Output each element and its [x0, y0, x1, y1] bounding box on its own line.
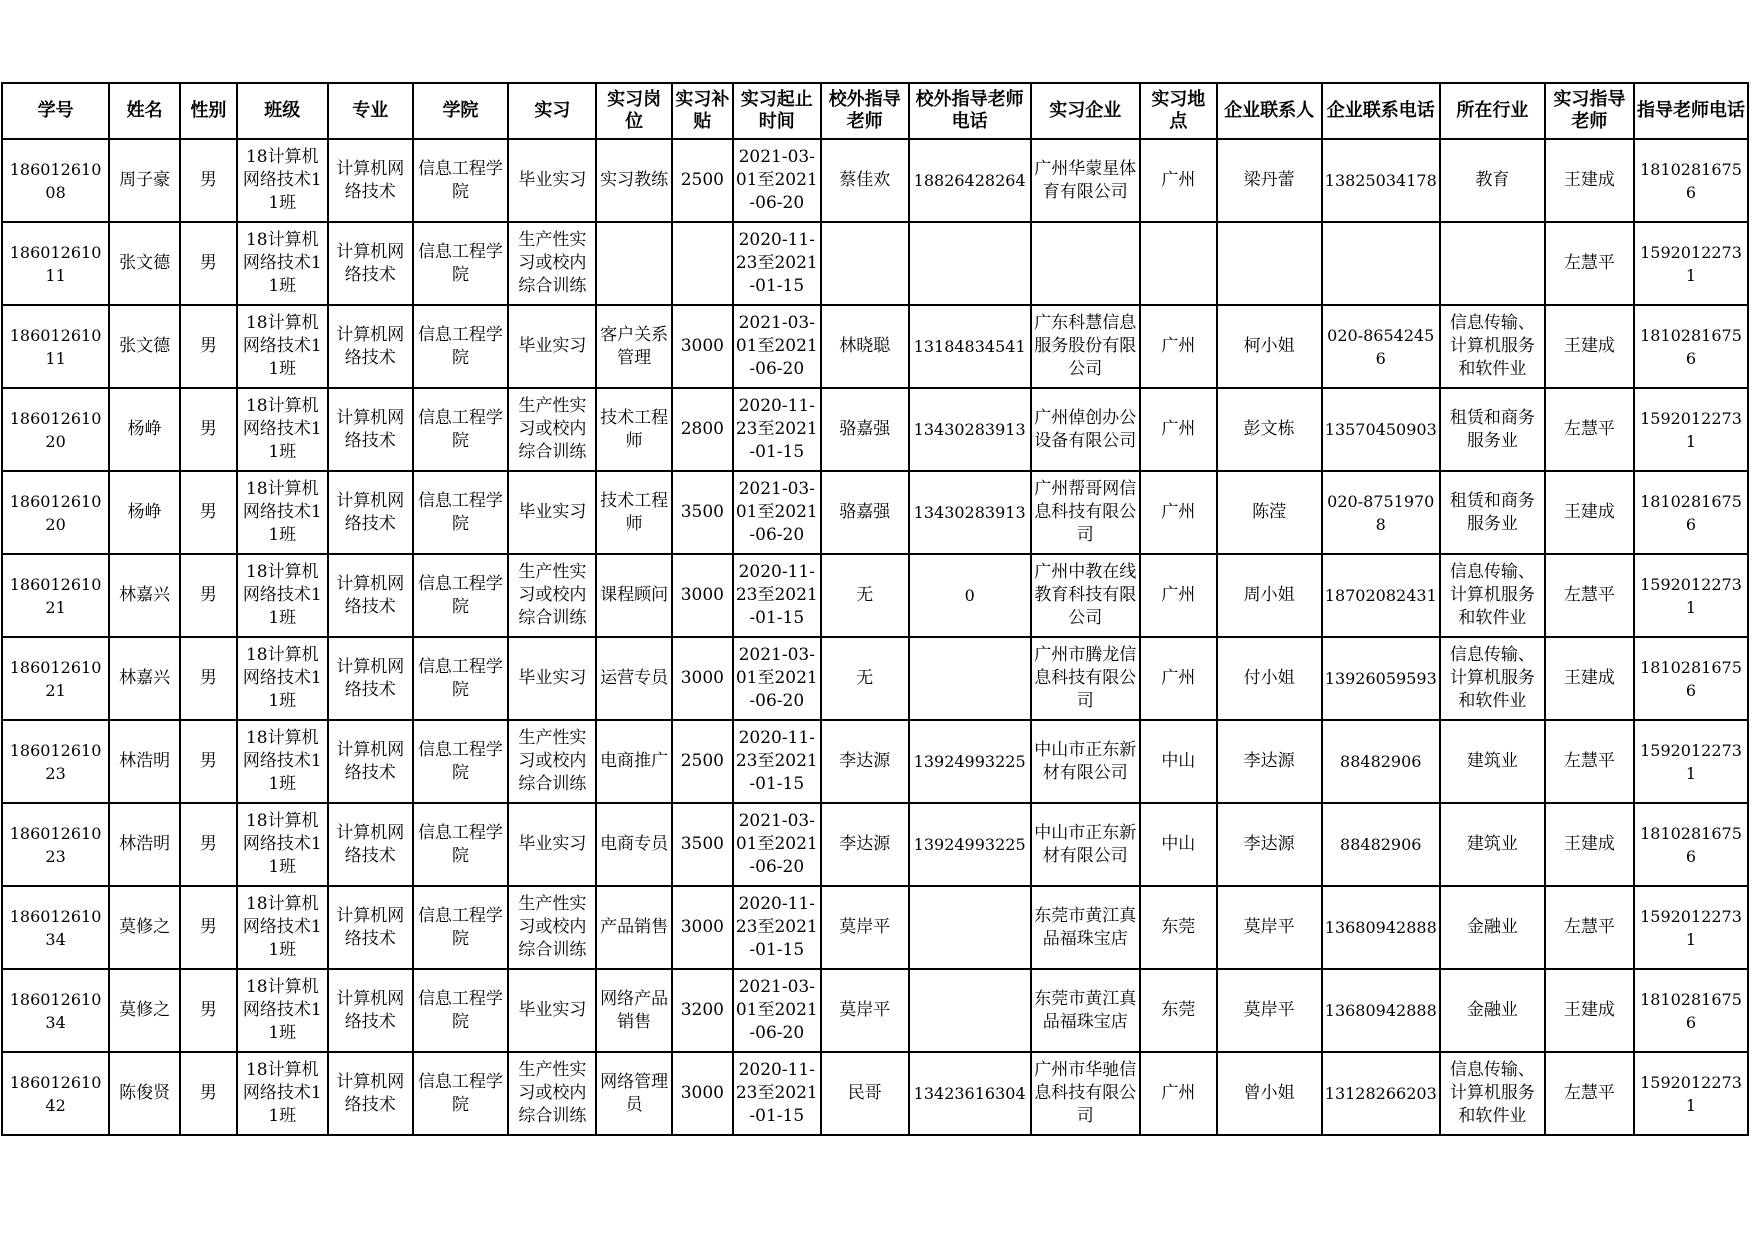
- class-cell: 18计算机网络技术11班: [237, 222, 328, 305]
- company-phone-cell: 13680942888: [1322, 886, 1440, 969]
- mentor-cell: 王建成: [1545, 305, 1634, 388]
- industry-cell: 信息传输、计算机服务和软件业: [1440, 305, 1545, 388]
- internship-type-cell: 毕业实习: [508, 305, 596, 388]
- mentor-cell: 左慧平: [1545, 554, 1634, 637]
- period-cell: 2021-03-01至2021-06-20: [733, 637, 821, 720]
- table-row: [2, 803, 1748, 886]
- college-cell: 信息工程学院: [413, 637, 509, 720]
- class-cell: 18计算机网络技术11班: [237, 388, 328, 471]
- company-phone-cell: 18702082431: [1322, 554, 1440, 637]
- internship-type-cell: 毕业实习: [508, 139, 596, 222]
- mentor-phone-cell: 15920122731: [1634, 720, 1748, 803]
- location-cell: 广州: [1140, 471, 1217, 554]
- major-cell: 计算机网络技术: [328, 1052, 413, 1135]
- external-mentor-cell: 莫岸平: [821, 969, 909, 1052]
- table-row: [2, 1052, 1748, 1135]
- location-cell: 广州: [1140, 139, 1217, 222]
- name-cell: 杨峥: [109, 388, 180, 471]
- table-row: [2, 886, 1748, 969]
- college-cell: 信息工程学院: [413, 222, 509, 305]
- mentor-cell: 左慧平: [1545, 1052, 1634, 1135]
- table-row: [2, 305, 1748, 388]
- subsidy-cell: 3000: [672, 637, 733, 720]
- company-phone-cell: 88482906: [1322, 803, 1440, 886]
- student-id-cell: 18601261021: [2, 554, 109, 637]
- external-mentor-phone-cell: 13924993225: [909, 720, 1031, 803]
- period-cell: 2020-11-23至2021-01-15: [733, 554, 821, 637]
- external-mentor-phone-cell: 13184834541: [909, 305, 1031, 388]
- industry-cell: 信息传输、计算机服务和软件业: [1440, 554, 1545, 637]
- student-id-cell: 18601261020: [2, 471, 109, 554]
- table-row: [2, 471, 1748, 554]
- student-id-cell: 18601261023: [2, 720, 109, 803]
- major-cell: 计算机网络技术: [328, 388, 413, 471]
- company-cell: [1031, 222, 1140, 305]
- major-cell: 计算机网络技术: [328, 554, 413, 637]
- position-cell: [596, 222, 672, 305]
- external-mentor-cell: 林晓聪: [821, 305, 909, 388]
- mentor-cell: 左慧平: [1545, 720, 1634, 803]
- company-phone-cell: 13825034178: [1322, 139, 1440, 222]
- company-cell: 广州华蒙星体育有限公司: [1031, 139, 1140, 222]
- major-cell: 计算机网络技术: [328, 305, 413, 388]
- internship-type-cell: 生产性实习或校内综合训练: [508, 554, 596, 637]
- industry-cell: 租赁和商务服务业: [1440, 471, 1545, 554]
- external-mentor-cell: 无: [821, 637, 909, 720]
- external-mentor-phone-cell: 13924993225: [909, 803, 1031, 886]
- header-cell: 姓名: [109, 83, 180, 139]
- company-cell: 广州中教在线教育科技有限公司: [1031, 554, 1140, 637]
- gender-cell: 男: [180, 471, 236, 554]
- location-cell: 广州: [1140, 637, 1217, 720]
- external-mentor-cell: [821, 222, 909, 305]
- student-id-cell: 18601261034: [2, 969, 109, 1052]
- header-cell: 校外指导老师: [821, 83, 909, 139]
- subsidy-cell: 3000: [672, 305, 733, 388]
- external-mentor-cell: 蔡佳欢: [821, 139, 909, 222]
- gender-cell: 男: [180, 139, 236, 222]
- table-row: [2, 720, 1748, 803]
- company-contact-cell: 周小姐: [1217, 554, 1322, 637]
- position-cell: 运营专员: [596, 637, 672, 720]
- internship-type-cell: 生产性实习或校内综合训练: [508, 1052, 596, 1135]
- name-cell: 杨峥: [109, 471, 180, 554]
- internship-type-cell: 毕业实习: [508, 637, 596, 720]
- header-cell: 企业联系人: [1217, 83, 1322, 139]
- name-cell: 林浩明: [109, 803, 180, 886]
- company-cell: 东莞市黄江真品福珠宝店: [1031, 969, 1140, 1052]
- mentor-cell: 王建成: [1545, 139, 1634, 222]
- period-cell: 2020-11-23至2021-01-15: [733, 720, 821, 803]
- subsidy-cell: 2500: [672, 720, 733, 803]
- external-mentor-cell: 骆嘉强: [821, 388, 909, 471]
- subsidy-cell: 3500: [672, 803, 733, 886]
- period-cell: 2020-11-23至2021-01-15: [733, 222, 821, 305]
- name-cell: 林嘉兴: [109, 554, 180, 637]
- period-cell: 2020-11-23至2021-01-15: [733, 886, 821, 969]
- mentor-phone-cell: 15920122731: [1634, 222, 1748, 305]
- company-cell: 广州市华驰信息科技有限公司: [1031, 1052, 1140, 1135]
- name-cell: 周子豪: [109, 139, 180, 222]
- company-phone-cell: 13926059593: [1322, 637, 1440, 720]
- external-mentor-phone-cell: 13423616304: [909, 1052, 1031, 1135]
- internship-type-cell: 生产性实习或校内综合训练: [508, 886, 596, 969]
- table-row: [2, 554, 1748, 637]
- student-id-cell: 18601261020: [2, 388, 109, 471]
- student-id-cell: 18601261021: [2, 637, 109, 720]
- mentor-cell: 王建成: [1545, 471, 1634, 554]
- industry-cell: [1440, 222, 1545, 305]
- mentor-phone-cell: 18102816756: [1634, 139, 1748, 222]
- position-cell: 客户关系管理: [596, 305, 672, 388]
- class-cell: 18计算机网络技术11班: [237, 969, 328, 1052]
- header-cell: 实习企业: [1031, 83, 1140, 139]
- location-cell: 东莞: [1140, 886, 1217, 969]
- company-contact-cell: 李达源: [1217, 803, 1322, 886]
- mentor-phone-cell: 18102816756: [1634, 305, 1748, 388]
- company-cell: 中山市正东新材有限公司: [1031, 803, 1140, 886]
- header-cell: 性别: [180, 83, 236, 139]
- student-id-cell: 18601261034: [2, 886, 109, 969]
- major-cell: 计算机网络技术: [328, 139, 413, 222]
- table-row: [2, 139, 1748, 222]
- external-mentor-cell: 民哥: [821, 1052, 909, 1135]
- external-mentor-phone-cell: 18826428264: [909, 139, 1031, 222]
- subsidy-cell: 2500: [672, 139, 733, 222]
- gender-cell: 男: [180, 1052, 236, 1135]
- company-phone-cell: 13680942888: [1322, 969, 1440, 1052]
- class-cell: 18计算机网络技术11班: [237, 471, 328, 554]
- position-cell: 课程顾问: [596, 554, 672, 637]
- period-cell: 2021-03-01至2021-06-20: [733, 803, 821, 886]
- company-phone-cell: 020-87519708: [1322, 471, 1440, 554]
- major-cell: 计算机网络技术: [328, 969, 413, 1052]
- student-id-cell: 18601261008: [2, 139, 109, 222]
- subsidy-cell: 2800: [672, 388, 733, 471]
- name-cell: 莫修之: [109, 886, 180, 969]
- gender-cell: 男: [180, 554, 236, 637]
- external-mentor-cell: 李达源: [821, 720, 909, 803]
- external-mentor-phone-cell: 13430283913: [909, 388, 1031, 471]
- company-phone-cell: [1322, 222, 1440, 305]
- company-contact-cell: 柯小姐: [1217, 305, 1322, 388]
- class-cell: 18计算机网络技术11班: [237, 305, 328, 388]
- internship-type-cell: 生产性实习或校内综合训练: [508, 720, 596, 803]
- student-id-cell: 18601261023: [2, 803, 109, 886]
- class-cell: 18计算机网络技术11班: [237, 554, 328, 637]
- class-cell: 18计算机网络技术11班: [237, 803, 328, 886]
- company-cell: 广东科慧信息服务股份有限公司: [1031, 305, 1140, 388]
- industry-cell: 租赁和商务服务业: [1440, 388, 1545, 471]
- name-cell: 林嘉兴: [109, 637, 180, 720]
- external-mentor-phone-cell: [909, 222, 1031, 305]
- header-cell: 实习: [508, 83, 596, 139]
- mentor-cell: 左慧平: [1545, 222, 1634, 305]
- company-contact-cell: 梁丹蕾: [1217, 139, 1322, 222]
- major-cell: 计算机网络技术: [328, 471, 413, 554]
- major-cell: 计算机网络技术: [328, 886, 413, 969]
- class-cell: 18计算机网络技术11班: [237, 1052, 328, 1135]
- period-cell: 2021-03-01至2021-06-20: [733, 471, 821, 554]
- header-cell: 所在行业: [1440, 83, 1545, 139]
- company-contact-cell: 李达源: [1217, 720, 1322, 803]
- company-cell: 广州帮哥网信息科技有限公司: [1031, 471, 1140, 554]
- header-cell: 实习指导老师: [1545, 83, 1634, 139]
- position-cell: 网络管理员: [596, 1052, 672, 1135]
- location-cell: 广州: [1140, 1052, 1217, 1135]
- gender-cell: 男: [180, 637, 236, 720]
- college-cell: 信息工程学院: [413, 803, 509, 886]
- company-phone-cell: 020-86542456: [1322, 305, 1440, 388]
- college-cell: 信息工程学院: [413, 305, 509, 388]
- subsidy-cell: 3000: [672, 1052, 733, 1135]
- student-id-cell: 18601261011: [2, 305, 109, 388]
- mentor-phone-cell: 15920122731: [1634, 886, 1748, 969]
- table-row: [2, 222, 1748, 305]
- gender-cell: 男: [180, 886, 236, 969]
- class-cell: 18计算机网络技术11班: [237, 139, 328, 222]
- mentor-cell: 王建成: [1545, 969, 1634, 1052]
- header-cell: 实习地点: [1140, 83, 1217, 139]
- header-cell: 实习岗位: [596, 83, 672, 139]
- location-cell: 中山: [1140, 803, 1217, 886]
- gender-cell: 男: [180, 388, 236, 471]
- company-contact-cell: 曾小姐: [1217, 1052, 1322, 1135]
- subsidy-cell: 3200: [672, 969, 733, 1052]
- college-cell: 信息工程学院: [413, 1052, 509, 1135]
- industry-cell: 建筑业: [1440, 803, 1545, 886]
- position-cell: 电商推广: [596, 720, 672, 803]
- company-contact-cell: [1217, 222, 1322, 305]
- industry-cell: 信息传输、计算机服务和软件业: [1440, 637, 1545, 720]
- table-row: [2, 969, 1748, 1052]
- mentor-cell: 王建成: [1545, 803, 1634, 886]
- name-cell: 陈俊贤: [109, 1052, 180, 1135]
- name-cell: 莫修之: [109, 969, 180, 1052]
- major-cell: 计算机网络技术: [328, 637, 413, 720]
- position-cell: 电商专员: [596, 803, 672, 886]
- header-row: [2, 83, 1748, 139]
- mentor-phone-cell: 15920122731: [1634, 1052, 1748, 1135]
- gender-cell: 男: [180, 720, 236, 803]
- period-cell: 2021-03-01至2021-06-20: [733, 969, 821, 1052]
- name-cell: 张文德: [109, 222, 180, 305]
- mentor-phone-cell: 15920122731: [1634, 388, 1748, 471]
- company-cell: 广州市腾龙信息科技有限公司: [1031, 637, 1140, 720]
- header-cell: 校外指导老师电话: [909, 83, 1031, 139]
- position-cell: 实习教练: [596, 139, 672, 222]
- internship-table: [1, 82, 1749, 1136]
- internship-type-cell: 生产性实习或校内综合训练: [508, 222, 596, 305]
- external-mentor-phone-cell: [909, 886, 1031, 969]
- mentor-cell: 王建成: [1545, 637, 1634, 720]
- subsidy-cell: 3000: [672, 886, 733, 969]
- gender-cell: 男: [180, 305, 236, 388]
- mentor-phone-cell: 15920122731: [1634, 554, 1748, 637]
- mentor-phone-cell: 18102816756: [1634, 803, 1748, 886]
- company-phone-cell: 88482906: [1322, 720, 1440, 803]
- college-cell: 信息工程学院: [413, 554, 509, 637]
- external-mentor-cell: 骆嘉强: [821, 471, 909, 554]
- college-cell: 信息工程学院: [413, 886, 509, 969]
- position-cell: 技术工程师: [596, 388, 672, 471]
- gender-cell: 男: [180, 803, 236, 886]
- position-cell: 技术工程师: [596, 471, 672, 554]
- header-cell: 企业联系电话: [1322, 83, 1440, 139]
- industry-cell: 教育: [1440, 139, 1545, 222]
- location-cell: 广州: [1140, 388, 1217, 471]
- gender-cell: 男: [180, 969, 236, 1052]
- location-cell: 中山: [1140, 720, 1217, 803]
- internship-type-cell: 生产性实习或校内综合训练: [508, 388, 596, 471]
- location-cell: [1140, 222, 1217, 305]
- college-cell: 信息工程学院: [413, 969, 509, 1052]
- student-id-cell: 18601261042: [2, 1052, 109, 1135]
- location-cell: 东莞: [1140, 969, 1217, 1052]
- external-mentor-cell: 莫岸平: [821, 886, 909, 969]
- company-contact-cell: 莫岸平: [1217, 886, 1322, 969]
- major-cell: 计算机网络技术: [328, 222, 413, 305]
- subsidy-cell: 3500: [672, 471, 733, 554]
- mentor-phone-cell: 18102816756: [1634, 969, 1748, 1052]
- mentor-cell: 左慧平: [1545, 388, 1634, 471]
- company-contact-cell: 莫岸平: [1217, 969, 1322, 1052]
- table-row: [2, 637, 1748, 720]
- class-cell: 18计算机网络技术11班: [237, 720, 328, 803]
- company-contact-cell: 彭文栋: [1217, 388, 1322, 471]
- external-mentor-phone-cell: 0: [909, 554, 1031, 637]
- header-cell: 指导老师电话: [1634, 83, 1748, 139]
- position-cell: 网络产品销售: [596, 969, 672, 1052]
- header-cell: 专业: [328, 83, 413, 139]
- position-cell: 产品销售: [596, 886, 672, 969]
- industry-cell: 金融业: [1440, 969, 1545, 1052]
- internship-type-cell: 毕业实习: [508, 803, 596, 886]
- name-cell: 林浩明: [109, 720, 180, 803]
- external-mentor-cell: 李达源: [821, 803, 909, 886]
- college-cell: 信息工程学院: [413, 720, 509, 803]
- header-cell: 学号: [2, 83, 109, 139]
- college-cell: 信息工程学院: [413, 471, 509, 554]
- major-cell: 计算机网络技术: [328, 720, 413, 803]
- industry-cell: 金融业: [1440, 886, 1545, 969]
- company-contact-cell: 陈滢: [1217, 471, 1322, 554]
- industry-cell: 建筑业: [1440, 720, 1545, 803]
- subsidy-cell: 3000: [672, 554, 733, 637]
- name-cell: 张文德: [109, 305, 180, 388]
- company-contact-cell: 付小姐: [1217, 637, 1322, 720]
- class-cell: 18计算机网络技术11班: [237, 637, 328, 720]
- external-mentor-phone-cell: [909, 637, 1031, 720]
- header-cell: 实习起止时间: [733, 83, 821, 139]
- major-cell: 计算机网络技术: [328, 803, 413, 886]
- internship-type-cell: 毕业实习: [508, 471, 596, 554]
- student-id-cell: 18601261011: [2, 222, 109, 305]
- mentor-phone-cell: 18102816756: [1634, 471, 1748, 554]
- industry-cell: 信息传输、计算机服务和软件业: [1440, 1052, 1545, 1135]
- header-cell: 学院: [413, 83, 509, 139]
- period-cell: 2020-11-23至2021-01-15: [733, 388, 821, 471]
- external-mentor-cell: 无: [821, 554, 909, 637]
- period-cell: 2020-11-23至2021-01-15: [733, 1052, 821, 1135]
- header-cell: 班级: [237, 83, 328, 139]
- company-cell: 东莞市黄江真品福珠宝店: [1031, 886, 1140, 969]
- company-phone-cell: 13570450903: [1322, 388, 1440, 471]
- external-mentor-phone-cell: [909, 969, 1031, 1052]
- company-phone-cell: 13128266203: [1322, 1052, 1440, 1135]
- gender-cell: 男: [180, 222, 236, 305]
- external-mentor-phone-cell: 13430283913: [909, 471, 1031, 554]
- period-cell: 2021-03-01至2021-06-20: [733, 305, 821, 388]
- location-cell: 广州: [1140, 554, 1217, 637]
- internship-type-cell: 毕业实习: [508, 969, 596, 1052]
- college-cell: 信息工程学院: [413, 139, 509, 222]
- college-cell: 信息工程学院: [413, 388, 509, 471]
- table-row: [2, 388, 1748, 471]
- mentor-phone-cell: 18102816756: [1634, 637, 1748, 720]
- class-cell: 18计算机网络技术11班: [237, 886, 328, 969]
- company-cell: 中山市正东新材有限公司: [1031, 720, 1140, 803]
- subsidy-cell: [672, 222, 733, 305]
- location-cell: 广州: [1140, 305, 1217, 388]
- header-cell: 实习补贴: [672, 83, 733, 139]
- period-cell: 2021-03-01至2021-06-20: [733, 139, 821, 222]
- company-cell: 广州倬创办公设备有限公司: [1031, 388, 1140, 471]
- mentor-cell: 左慧平: [1545, 886, 1634, 969]
